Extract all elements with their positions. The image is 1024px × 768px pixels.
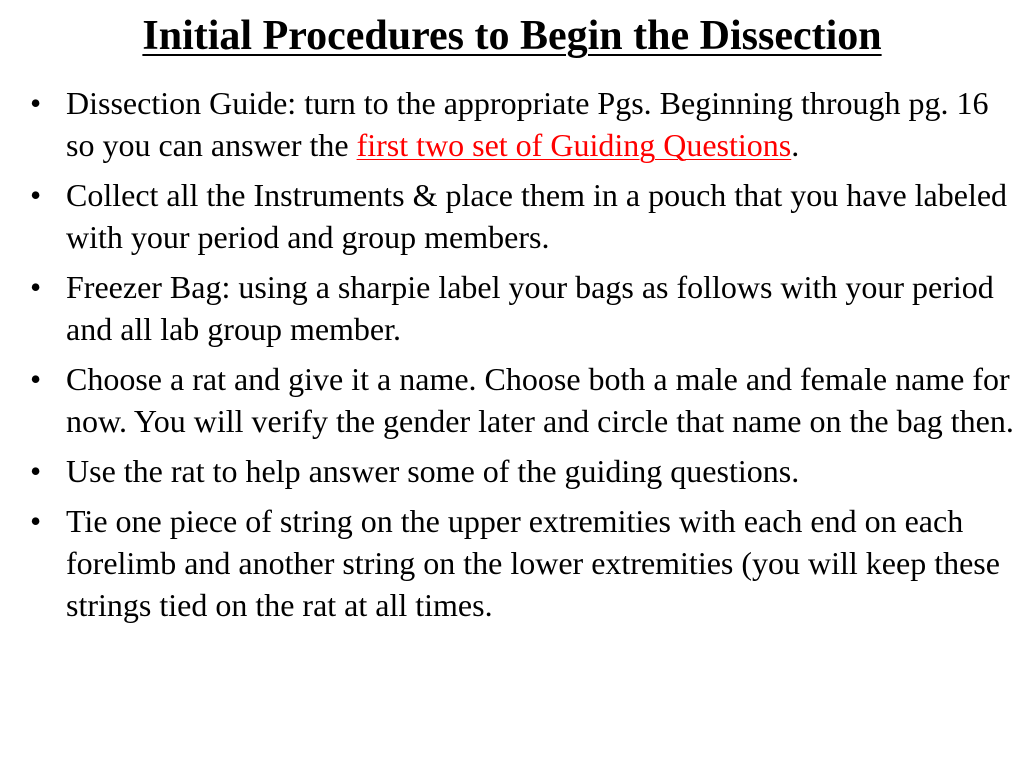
bullet-text: Collect all the Instruments & place them in a pouch that you have labeled with your period and group members. — [66, 177, 1008, 255]
bullet-marker: • — [30, 361, 42, 397]
bullet-item-guiding-questions — [26, 450, 1016, 492]
bullet-text: Choose a rat and give it a name. Choose both a male and female name for now. You will verify the gender later and circle that name on the bag then. — [66, 361, 1014, 439]
bullet-marker: • — [30, 269, 42, 305]
bullet-list — [26, 82, 1016, 634]
bullet-item-tie-string — [26, 500, 1016, 626]
bullet-item-choose-rat — [26, 358, 1016, 442]
bullet-text-end: . — [791, 127, 800, 163]
bullet-marker: • — [30, 177, 42, 213]
bullet-text: Tie one piece of string on the upper extremities with each end on each forelimb and another string on the lower extremities (you will keep these strings tied on the rat at all times. — [66, 503, 1000, 623]
bullet-item-dissection-guide — [26, 82, 1016, 166]
bullet-item-freezer-bag — [26, 266, 1016, 350]
bullet-marker: • — [30, 85, 42, 121]
guiding-questions-link[interactable]: first two set of Guiding Questions — [356, 127, 792, 163]
bullet-marker: • — [30, 503, 42, 539]
bullet-marker: • — [30, 453, 42, 489]
bullet-text: Use the rat to help answer some of the guiding questions. — [66, 453, 800, 489]
bullet-text: Freezer Bag: using a sharpie label your bags as follows with your period and all lab group member. — [66, 269, 994, 347]
slide-title: Initial Procedures to Begin the Dissection — [142, 13, 882, 59]
bullet-item-instruments — [26, 174, 1016, 258]
bullet-text: Dissection Guide: turn to the appropriate Pgs. Beginning through pg. 16 so you can answer the — [66, 85, 989, 163]
